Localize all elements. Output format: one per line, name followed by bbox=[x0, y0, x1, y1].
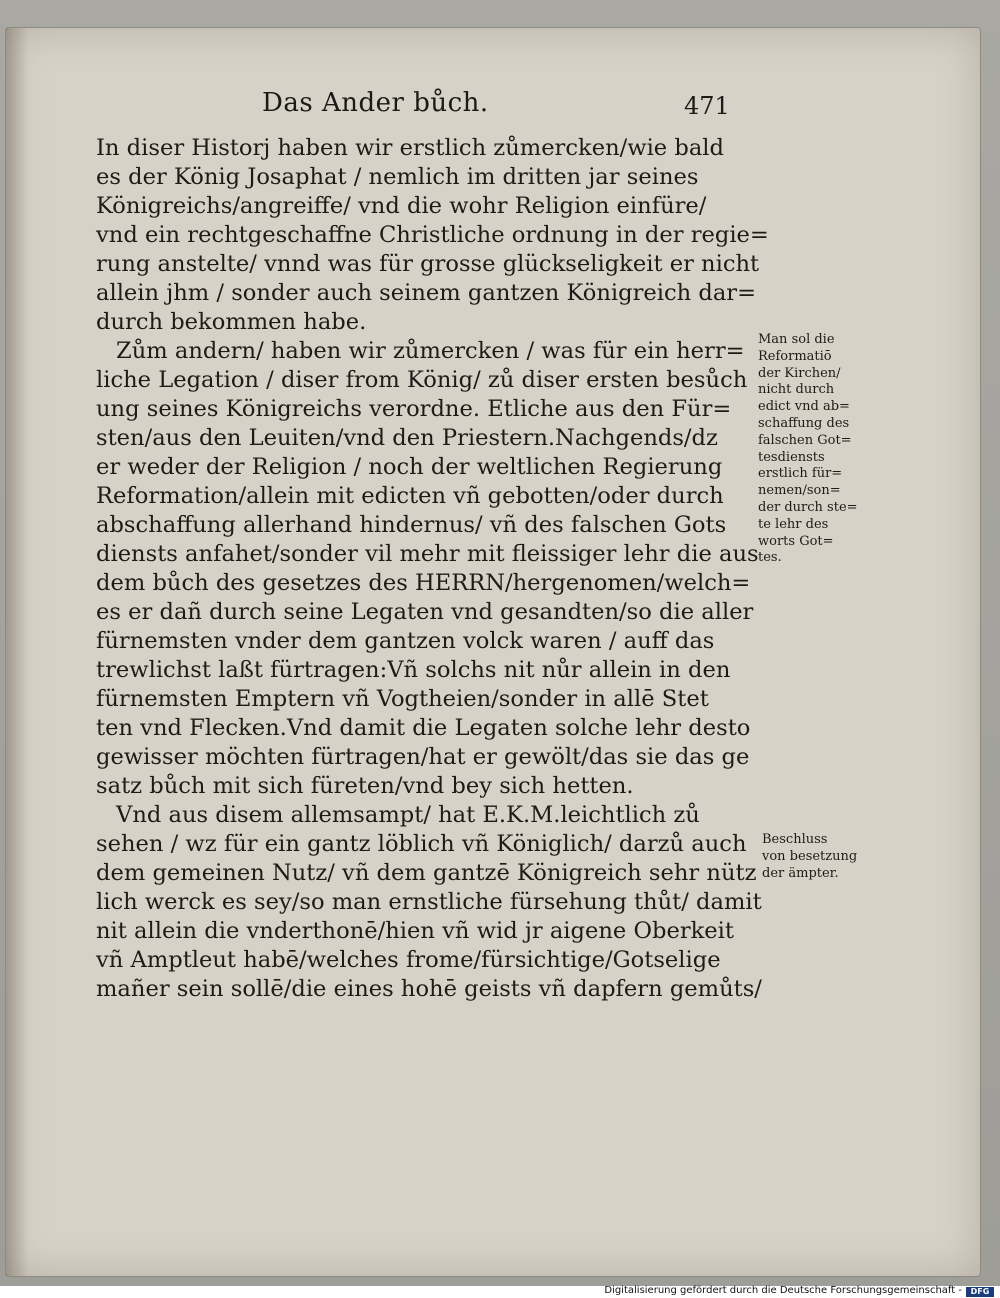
text-line: fürnemsten vnder dem gantzen volck waren / auff das bbox=[96, 628, 715, 654]
marginal-note-line: erstlich für= bbox=[758, 466, 843, 482]
text-line: sten/aus den Leuiten/vnd den Priestern.Nachgends/dz bbox=[96, 425, 718, 451]
marginal-note-line: Beschluss bbox=[762, 832, 828, 847]
text-line: diensts anfahet/sonder vil mehr mit fleissiger lehr die aus bbox=[96, 541, 759, 567]
main-text-block bbox=[96, 134, 769, 1004]
text-line: ung seines Königreichs verordne. Etliche aus den Für= bbox=[96, 396, 732, 422]
text-line: Zům andern/ haben wir zůmercken / was für ein herr= bbox=[116, 338, 745, 364]
text-line: vnd ein rechtgeschaffne Christliche ordnung in der regie= bbox=[96, 222, 769, 248]
marginal-note-line: tesdiensts bbox=[758, 449, 825, 465]
text-line: Reformation/allein mit edicten vñ gebotten/oder durch bbox=[96, 483, 724, 509]
page-number: 471 bbox=[684, 92, 730, 120]
marginal-note-line: von besetzung bbox=[762, 848, 858, 864]
digitization-footer bbox=[0, 1286, 1000, 1298]
marginal-note-line: der durch ste= bbox=[758, 499, 858, 515]
text-line: fürnemsten Emptern vñ Vogtheien/sonder in allē Stet bbox=[96, 686, 709, 712]
marginal-note-line: schaffung des bbox=[758, 415, 850, 431]
text-line: sehen / wz für ein gantz löblich vñ Königlich/ darzů auch bbox=[96, 831, 747, 857]
text-line: dem bůch des gesetzes des HERRN/hergenomen/welch= bbox=[96, 570, 751, 596]
marginal-note-line: falschen Got= bbox=[758, 432, 852, 448]
text-line: In diser Historj haben wir erstlich zůmercken/wie bald bbox=[96, 135, 724, 161]
text-line: satz bůch mit sich füreten/vnd bey sich hetten. bbox=[96, 773, 634, 799]
marginal-note-line: der ämpter. bbox=[762, 865, 839, 881]
text-line: abschaffung allerhand hindernus/ vñ des falschen Gots bbox=[96, 512, 727, 538]
marginal-note-line: Reformatiō bbox=[758, 348, 832, 364]
text-line: Vnd aus disem allemsampt/ hat E.K.M.leichtlich zů bbox=[116, 802, 700, 828]
marginal-note-line: Man sol die bbox=[758, 332, 835, 347]
text-line: er weder der Religion / noch der weltlichen Regierung bbox=[96, 454, 723, 480]
text-line: dem gemeinen Nutz/ vñ dem gantzē Königreich sehr nütz bbox=[96, 860, 757, 886]
text-line: durch bekommen habe. bbox=[96, 309, 367, 335]
text-line: Königreichs/angreiffe/ vnd die wohr Religion einfüre/ bbox=[96, 193, 707, 219]
text-line: gewisser möchten fürtragen/hat er gewölt/das sie das ge bbox=[96, 744, 750, 770]
text-line: nit allein die vnderthonē/hien vñ wid jr aigene Oberkeit bbox=[96, 918, 734, 944]
text-line: rung anstelte/ vnnd was für grosse glückseligkeit er nicht bbox=[96, 251, 760, 277]
text-line: vñ Amptleut habē/welches frome/fürsichtige/Gotselige bbox=[96, 947, 721, 973]
marginal-note-reformation bbox=[758, 332, 878, 567]
marginal-note-line: edict vnd ab= bbox=[758, 399, 850, 415]
marginal-note-line: nicht durch bbox=[758, 382, 835, 398]
text-line: trewlichst laßt fürtragen:Vñ solchs nit nůr allein in den bbox=[96, 657, 731, 683]
marginal-note-conclusion bbox=[762, 832, 882, 882]
text-line: mañer sein sollē/die eines hohē geists vñ dapfern gemůts/ bbox=[96, 976, 762, 1002]
text-line: liche Legation / diser from König/ zů diser ersten besůch bbox=[96, 367, 748, 393]
marginal-note-line: te lehr des bbox=[758, 516, 829, 532]
text-line: lich werck es sey/so man ernstliche fürsehung thůt/ damit bbox=[96, 889, 762, 915]
marginal-note-line: der Kirchen/ bbox=[758, 365, 841, 381]
text-line: ten vnd Flecken.Vnd damit die Legaten solche lehr desto bbox=[96, 715, 751, 741]
text-line: es der König Josaphat / nemlich im dritten jar seines bbox=[96, 164, 699, 190]
dfg-logo: DFG bbox=[966, 1287, 994, 1297]
marginal-note-line: nemen/son= bbox=[758, 483, 841, 499]
marginal-note-line: tes. bbox=[758, 550, 782, 566]
text-line: allein jhm / sonder auch seinem gantzen Königreich dar= bbox=[96, 280, 757, 306]
marginal-note-line: worts Got= bbox=[758, 533, 834, 549]
text-line: es er dañ durch seine Legaten vnd gesandten/so die aller bbox=[96, 599, 754, 625]
running-head: Das Ander bůch. bbox=[262, 88, 489, 118]
footer-credit: Digitalisierung gefördert durch die Deutsche Forschungsgemeinschaft - bbox=[604, 1285, 962, 1296]
